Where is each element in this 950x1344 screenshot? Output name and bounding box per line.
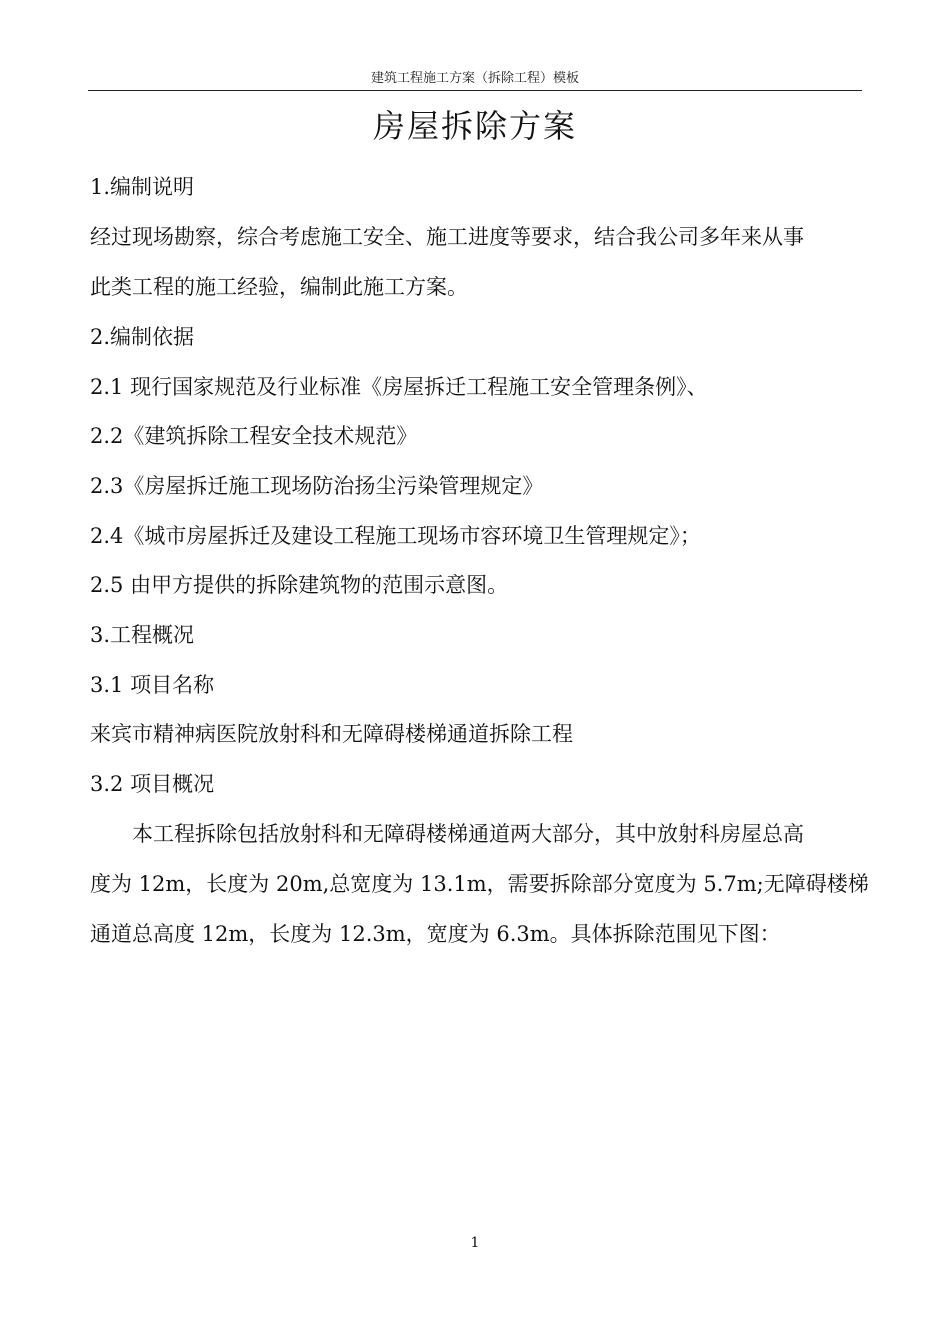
- project-name: 来宾市精神病医院放射科和无障碍楼梯通道拆除工程: [90, 722, 573, 746]
- running-header: [88, 70, 862, 91]
- section-2-4-item: 2.4《城市房屋拆迁及建设工程施工现场市容环境卫生管理规定》；: [90, 524, 701, 548]
- section-3-2-paragraph-line-1: 本工程拆除包括放射科和无障碍楼梯通道两大部分，其中放射科房屋总高: [132, 822, 804, 846]
- section-1-paragraph-line-1: 经过现场勘察，综合考虑施工安全、施工进度等要求，结合我公司多年来从事: [90, 225, 804, 249]
- section-1-heading: 1.编制说明: [90, 175, 195, 199]
- running-header-title: 建筑工程施工方案（拆除工程）模板: [370, 71, 579, 86]
- section-2-1-item: 2.1 现行国家规范及行业标准《房屋拆迁工程施工安全管理条例》、: [90, 375, 708, 399]
- section-2-2-item: 2.2《建筑拆除工程安全技术规范》: [90, 424, 418, 448]
- section-2-5-item: 2.5 由甲方提供的拆除建筑物的范围示意图。: [90, 573, 509, 597]
- section-3-1-heading: 3.1 项目名称: [90, 673, 215, 697]
- page-number: 1: [470, 1235, 480, 1251]
- section-3-2-paragraph-line-3: 通道总高度 12m，长度为 12.3m，宽度为 6.3m。具体拆除范围见下图：: [90, 922, 781, 946]
- section-1-paragraph-line-2: 此类工程的施工经验，编制此施工方案。: [90, 275, 468, 299]
- section-2-3-item: 2.3《房屋拆迁施工现场防治扬尘污染管理规定》: [90, 474, 544, 498]
- section-3-heading: 3.工程概况: [90, 623, 195, 647]
- section-3-2-paragraph-line-2: 度为 12m，长度为 20m,总宽度为 13.1m，需要拆除部分宽度为 5.7m;无障碍楼梯: [90, 872, 869, 896]
- section-3-2-paragraph: [90, 819, 869, 969]
- section-3-2-heading: 3.2 项目概况: [90, 772, 215, 796]
- section-1-paragraph: [90, 222, 860, 322]
- section-2-heading: 2.编制依据: [90, 325, 195, 349]
- document-title: 房屋拆除方案: [372, 107, 577, 145]
